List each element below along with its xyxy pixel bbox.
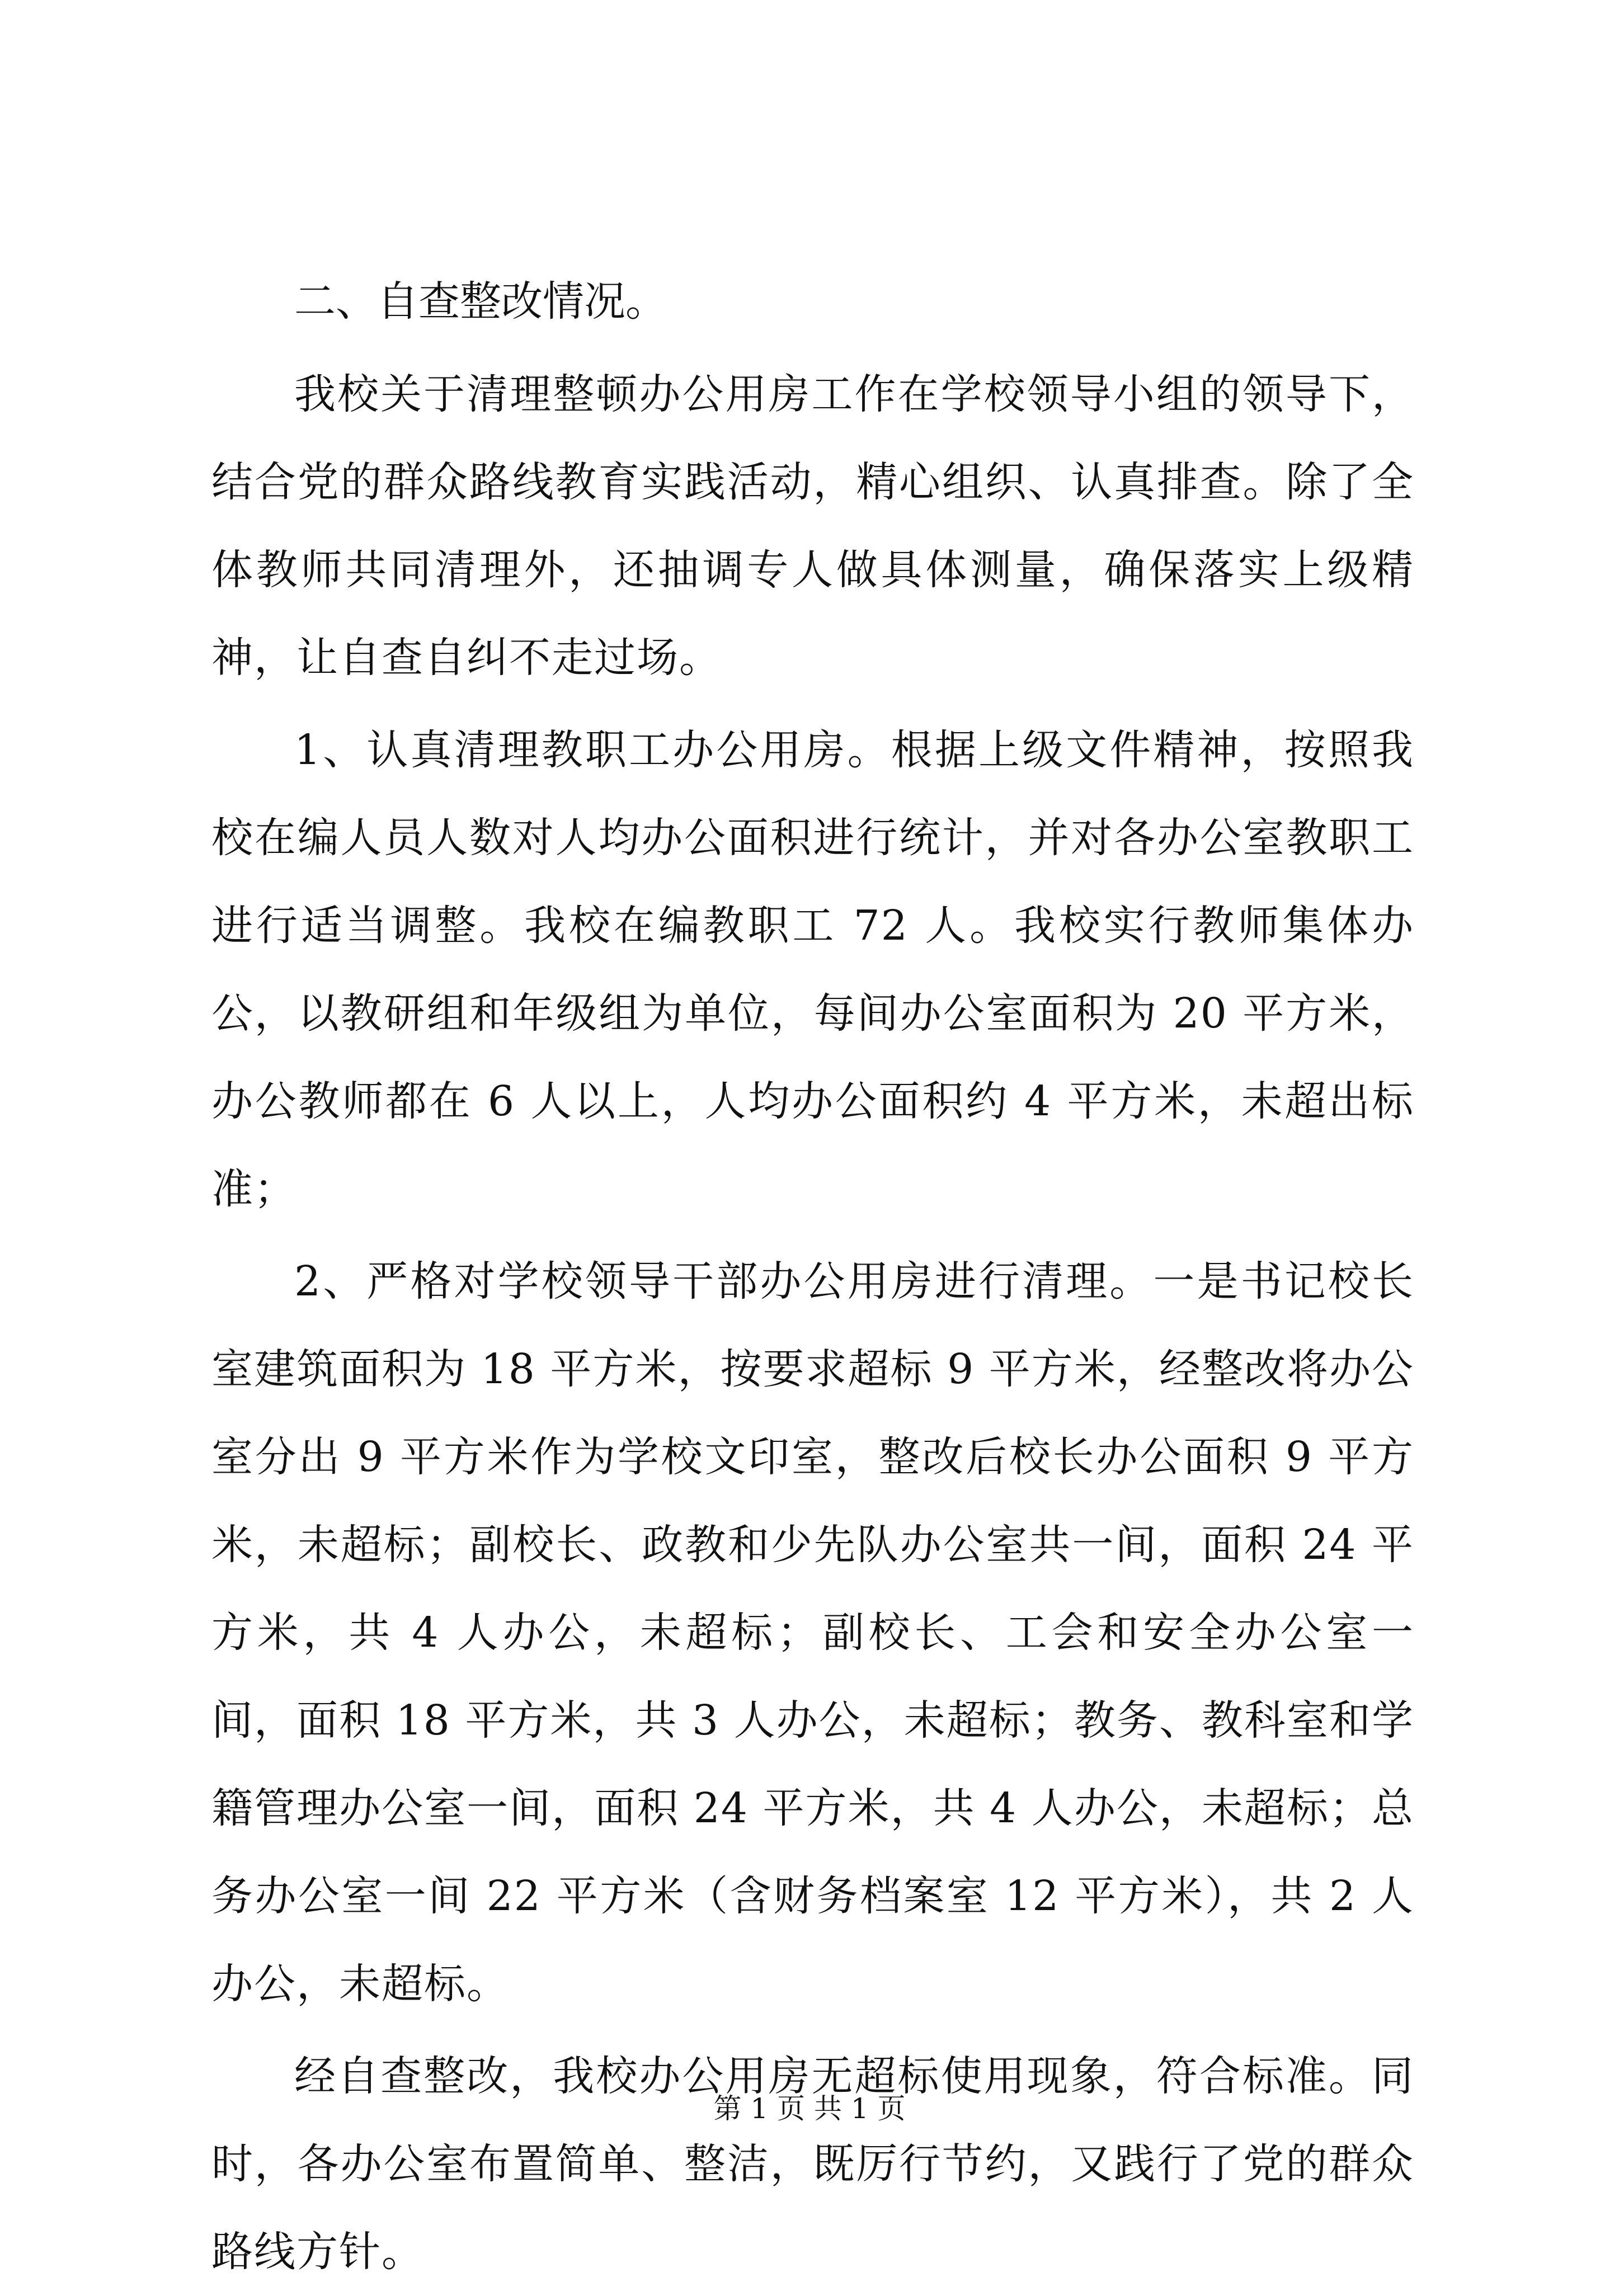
section-heading: 二、自查整改情况。	[294, 277, 667, 326]
paragraph-intro: 我校关于清理整顿办公用房工作在学校领导小组的领导下，结合党的群众路线教育实践活动，精心组织、认真排查。除了全体教师共同清理外，还抽调专人做具体测量，确保落实上级精神，让自查自纠不走过场。	[211, 370, 1414, 682]
paragraph-item-1: 1、认真清理教职工办公用房。根据上级文件精神，按照我校在编人员人数对人均办公面积进行统计，并对各办公室教职工进行适当调整。我校在编教职工 72 人。我校实行教师集体办公，以教研组和年级组为单位，每间办公室面积为 20 平方米，办公教师都在 6 人以上，人均办公面积约 4 平方米，未超出标准；	[211, 726, 1414, 1213]
page-number-footer: 第 1 页 共 1 页	[713, 2092, 906, 2125]
paragraph-conclusion: 经自查整改，我校办公用房无超标使用现象，符合标准。同时，各办公室布置简单、整洁，既厉行节约，又践行了党的群众路线方针。	[211, 2052, 1414, 2276]
paragraph-item-2: 2、严格对学校领导干部办公用房进行清理。一是书记校长室建筑面积为 18 平方米，按要求超标 9 平方米，经整改将办公室分出 9 平方米作为学校文印室，整改后校长办公面积 9 平方米，未超标；副校长、政教和少先队办公室共一间，面积 24 平方米，共 4 人办公，未超标；副校长、工会和安全办公室一间，面积 18 平方米，共 3 人办公，未超标；教务、教科室和学籍管理办公室一间，面积 24 平方米，共 4 人办公，未超标；总务办公室一间 22 平方米（含财务档案室 12 平方米），共 2 人办公，未超标。	[211, 1257, 1414, 2008]
document-body	[211, 253, 1414, 2296]
